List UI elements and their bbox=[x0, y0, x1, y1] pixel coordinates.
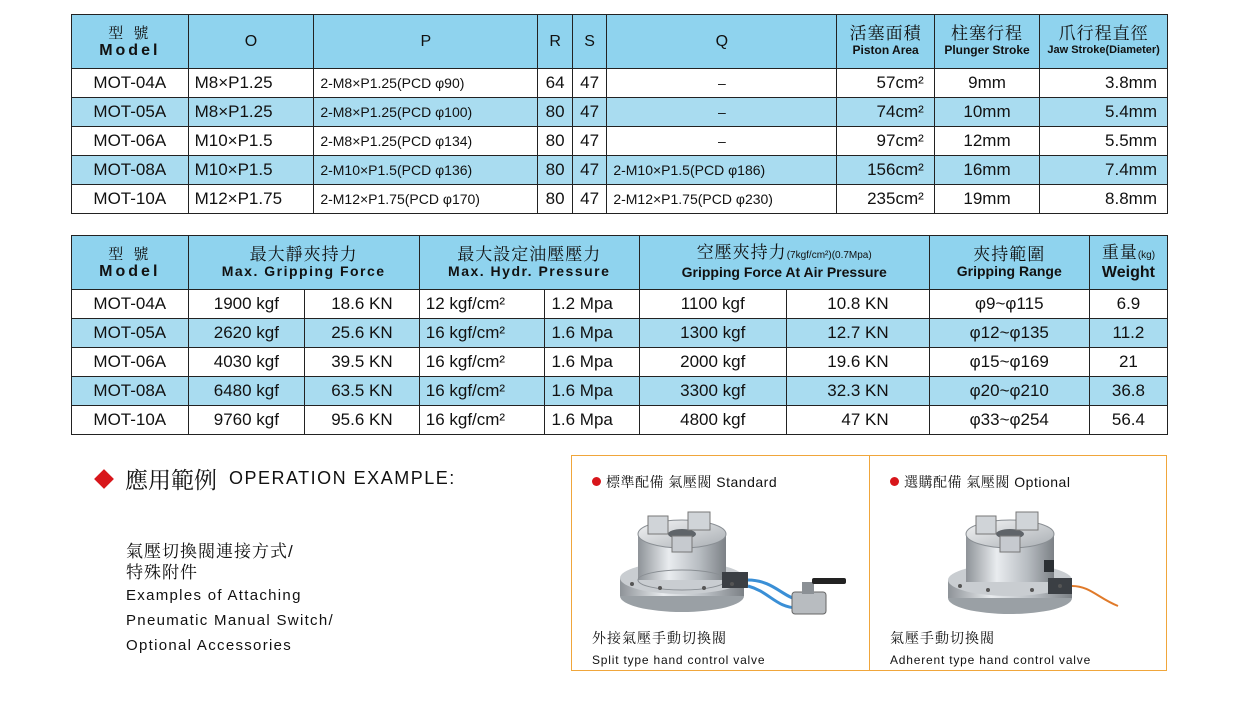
chuck-split-valve-image bbox=[612, 496, 852, 626]
cell-grip-kgf: 2620 kgf bbox=[188, 319, 305, 348]
cell-weight: 36.8 bbox=[1089, 377, 1167, 406]
cell-piston: 97cm² bbox=[837, 127, 934, 156]
table-row bbox=[72, 406, 1168, 435]
cell-o: M8×P1.25 bbox=[188, 98, 314, 127]
cell-q: – bbox=[607, 127, 837, 156]
cell-o: M12×P1.75 bbox=[188, 185, 314, 214]
table-header-row bbox=[72, 236, 1168, 290]
panel-optional bbox=[870, 456, 1166, 670]
header-gripping-range: 夾持範圍 Gripping Range bbox=[929, 236, 1089, 290]
table-row bbox=[72, 319, 1168, 348]
header-s: S bbox=[572, 15, 606, 69]
cell-air-kn: 12.7 KN bbox=[786, 319, 929, 348]
cell-s: 47 bbox=[572, 127, 606, 156]
cell-grip-kn: 39.5 KN bbox=[305, 348, 420, 377]
cell-plunger: 9mm bbox=[934, 69, 1039, 98]
cell-plunger: 19mm bbox=[934, 185, 1039, 214]
cell-grip-kn: 95.6 KN bbox=[305, 406, 420, 435]
cell-air-kn: 19.6 KN bbox=[786, 348, 929, 377]
cell-s: 47 bbox=[572, 156, 606, 185]
cell-p: 2-M8×P1.25(PCD φ100) bbox=[314, 98, 538, 127]
header-weight: 重量(kg) Weight bbox=[1089, 236, 1167, 290]
cell-p: 2-M12×P1.75(PCD φ170) bbox=[314, 185, 538, 214]
cell-range: φ15~φ169 bbox=[929, 348, 1089, 377]
cell-grip-kgf: 4030 kgf bbox=[188, 348, 305, 377]
description-en-line: Optional Accessories bbox=[126, 637, 293, 654]
cell-model: MOT-06A bbox=[72, 127, 189, 156]
cell-piston: 156cm² bbox=[837, 156, 934, 185]
cell-jaw: 8.8mm bbox=[1040, 185, 1168, 214]
spec-table-dimensions bbox=[71, 14, 1168, 214]
description-cn-line: 特殊附件 bbox=[126, 563, 198, 582]
spec-table-forces bbox=[71, 235, 1168, 435]
cell-r: 80 bbox=[538, 156, 572, 185]
panel-optional-caption-cn: 氣壓手動切換閥 bbox=[890, 630, 995, 646]
cell-pressure: 16 kgf/cm² bbox=[419, 406, 545, 435]
cell-o: M10×P1.5 bbox=[188, 127, 314, 156]
cell-weight: 11.2 bbox=[1089, 319, 1167, 348]
description-cn-line: 氣壓切換閥連接方式/ bbox=[126, 542, 294, 561]
cell-model: MOT-06A bbox=[72, 348, 189, 377]
header-p: P bbox=[314, 15, 538, 69]
cell-q: 2-M10×P1.5(PCD φ186) bbox=[607, 156, 837, 185]
cell-q: 2-M12×P1.75(PCD φ230) bbox=[607, 185, 837, 214]
cell-piston: 57cm² bbox=[837, 69, 934, 98]
cell-plunger: 16mm bbox=[934, 156, 1039, 185]
cell-p: 2-M8×P1.25(PCD φ134) bbox=[314, 127, 538, 156]
table-row bbox=[72, 377, 1168, 406]
description-en-line: Examples of Attaching bbox=[126, 587, 302, 604]
cell-weight: 6.9 bbox=[1089, 290, 1167, 319]
cell-r: 80 bbox=[538, 185, 572, 214]
red-dot-icon bbox=[890, 477, 899, 486]
cell-air-kgf: 1100 kgf bbox=[639, 290, 786, 319]
red-dot-icon bbox=[592, 477, 601, 486]
table-row bbox=[72, 290, 1168, 319]
operation-description bbox=[126, 541, 334, 658]
cell-pressure: 16 kgf/cm² bbox=[419, 377, 545, 406]
cell-air-kgf: 3300 kgf bbox=[639, 377, 786, 406]
cell-plunger: 10mm bbox=[934, 98, 1039, 127]
cell-r: 80 bbox=[538, 127, 572, 156]
panel-standard bbox=[572, 456, 870, 670]
header-jaw-stroke: 爪行程直徑 Jaw Stroke(Diameter) bbox=[1040, 15, 1168, 69]
panel-standard-caption-cn: 外接氣壓手動切換閥 bbox=[592, 630, 727, 646]
table-row bbox=[72, 156, 1168, 185]
cell-air-kn: 32.3 KN bbox=[786, 377, 929, 406]
cell-model: MOT-08A bbox=[72, 156, 189, 185]
cell-q: – bbox=[607, 98, 837, 127]
cell-r: 64 bbox=[538, 69, 572, 98]
header-model: 型 號 Model bbox=[72, 15, 189, 69]
header-r: R bbox=[538, 15, 572, 69]
cell-weight: 56.4 bbox=[1089, 406, 1167, 435]
cell-model: MOT-10A bbox=[72, 185, 189, 214]
cell-air-kgf: 1300 kgf bbox=[639, 319, 786, 348]
cell-grip-kgf: 6480 kgf bbox=[188, 377, 305, 406]
diamond-bullet-icon bbox=[94, 469, 114, 489]
cell-weight: 21 bbox=[1089, 348, 1167, 377]
cell-jaw: 3.8mm bbox=[1040, 69, 1168, 98]
table-row bbox=[72, 127, 1168, 156]
header-model: 型 號 Model bbox=[72, 236, 189, 290]
cell-grip-kn: 18.6 KN bbox=[305, 290, 420, 319]
cell-mpa: 1.6 Mpa bbox=[545, 406, 639, 435]
table-header-row bbox=[72, 15, 1168, 69]
cell-range: φ9~φ115 bbox=[929, 290, 1089, 319]
cell-jaw: 5.5mm bbox=[1040, 127, 1168, 156]
cell-model: MOT-08A bbox=[72, 377, 189, 406]
cell-grip-kgf: 1900 kgf bbox=[188, 290, 305, 319]
cell-air-kn: 47 KN bbox=[786, 406, 929, 435]
cell-grip-kn: 63.5 KN bbox=[305, 377, 420, 406]
cell-model: MOT-04A bbox=[72, 290, 189, 319]
cell-model: MOT-10A bbox=[72, 406, 189, 435]
cell-jaw: 5.4mm bbox=[1040, 98, 1168, 127]
table-row bbox=[72, 185, 1168, 214]
header-o: O bbox=[188, 15, 314, 69]
cell-piston: 235cm² bbox=[837, 185, 934, 214]
header-max-hydr-pressure: 最大設定油壓壓力 Max. Hydr. Pressure bbox=[419, 236, 639, 290]
cell-model: MOT-04A bbox=[72, 69, 189, 98]
cell-p: 2-M10×P1.5(PCD φ136) bbox=[314, 156, 538, 185]
cell-model: MOT-05A bbox=[72, 319, 189, 348]
operation-example-title bbox=[97, 462, 456, 495]
header-max-gripping-force: 最大靜夾持力 Max. Gripping Force bbox=[188, 236, 419, 290]
cell-jaw: 7.4mm bbox=[1040, 156, 1168, 185]
operation-example-box bbox=[571, 455, 1167, 671]
panel-optional-caption-en: Adherent type hand control valve bbox=[890, 653, 1092, 667]
cell-q: – bbox=[607, 69, 837, 98]
table-row bbox=[72, 98, 1168, 127]
header-plunger-stroke: 柱塞行程 Plunger Stroke bbox=[934, 15, 1039, 69]
cell-mpa: 1.6 Mpa bbox=[545, 377, 639, 406]
cell-model: MOT-05A bbox=[72, 98, 189, 127]
cell-s: 47 bbox=[572, 98, 606, 127]
cell-air-kgf: 4800 kgf bbox=[639, 406, 786, 435]
cell-range: φ12~φ135 bbox=[929, 319, 1089, 348]
cell-o: M10×P1.5 bbox=[188, 156, 314, 185]
cell-air-kgf: 2000 kgf bbox=[639, 348, 786, 377]
cell-r: 80 bbox=[538, 98, 572, 127]
table-row bbox=[72, 69, 1168, 98]
panel-standard-title: 標準配備 氣壓閥 Standard bbox=[592, 472, 777, 492]
cell-range: φ33~φ254 bbox=[929, 406, 1089, 435]
cell-mpa: 1.6 Mpa bbox=[545, 319, 639, 348]
cell-pressure: 16 kgf/cm² bbox=[419, 348, 545, 377]
header-q: Q bbox=[607, 15, 837, 69]
cell-mpa: 1.2 Mpa bbox=[545, 290, 639, 319]
description-en-line: Pneumatic Manual Switch/ bbox=[126, 612, 334, 629]
cell-s: 47 bbox=[572, 185, 606, 214]
cell-grip-kgf: 9760 kgf bbox=[188, 406, 305, 435]
operation-title-cn: 應用範例 bbox=[125, 467, 217, 493]
chuck-adherent-valve-image bbox=[940, 502, 1140, 624]
cell-range: φ20~φ210 bbox=[929, 377, 1089, 406]
cell-mpa: 1.6 Mpa bbox=[545, 348, 639, 377]
table-row bbox=[72, 348, 1168, 377]
cell-p: 2-M8×P1.25(PCD φ90) bbox=[314, 69, 538, 98]
cell-pressure: 12 kgf/cm² bbox=[419, 290, 545, 319]
cell-piston: 74cm² bbox=[837, 98, 934, 127]
cell-grip-kn: 25.6 KN bbox=[305, 319, 420, 348]
cell-pressure: 16 kgf/cm² bbox=[419, 319, 545, 348]
cell-o: M8×P1.25 bbox=[188, 69, 314, 98]
cell-plunger: 12mm bbox=[934, 127, 1039, 156]
cell-air-kn: 10.8 KN bbox=[786, 290, 929, 319]
cell-s: 47 bbox=[572, 69, 606, 98]
operation-title-en: OPERATION EXAMPLE: bbox=[229, 468, 456, 488]
header-air-gripping-force: 空壓夾持力(7kgf/cm²)(0.7Mpa) Gripping Force At Air Pressure bbox=[639, 236, 929, 290]
panel-standard-caption-en: Split type hand control valve bbox=[592, 653, 766, 667]
header-piston-area: 活塞面積 Piston Area bbox=[837, 15, 934, 69]
panel-optional-title: 選購配備 氣壓閥 Optional bbox=[890, 472, 1070, 492]
